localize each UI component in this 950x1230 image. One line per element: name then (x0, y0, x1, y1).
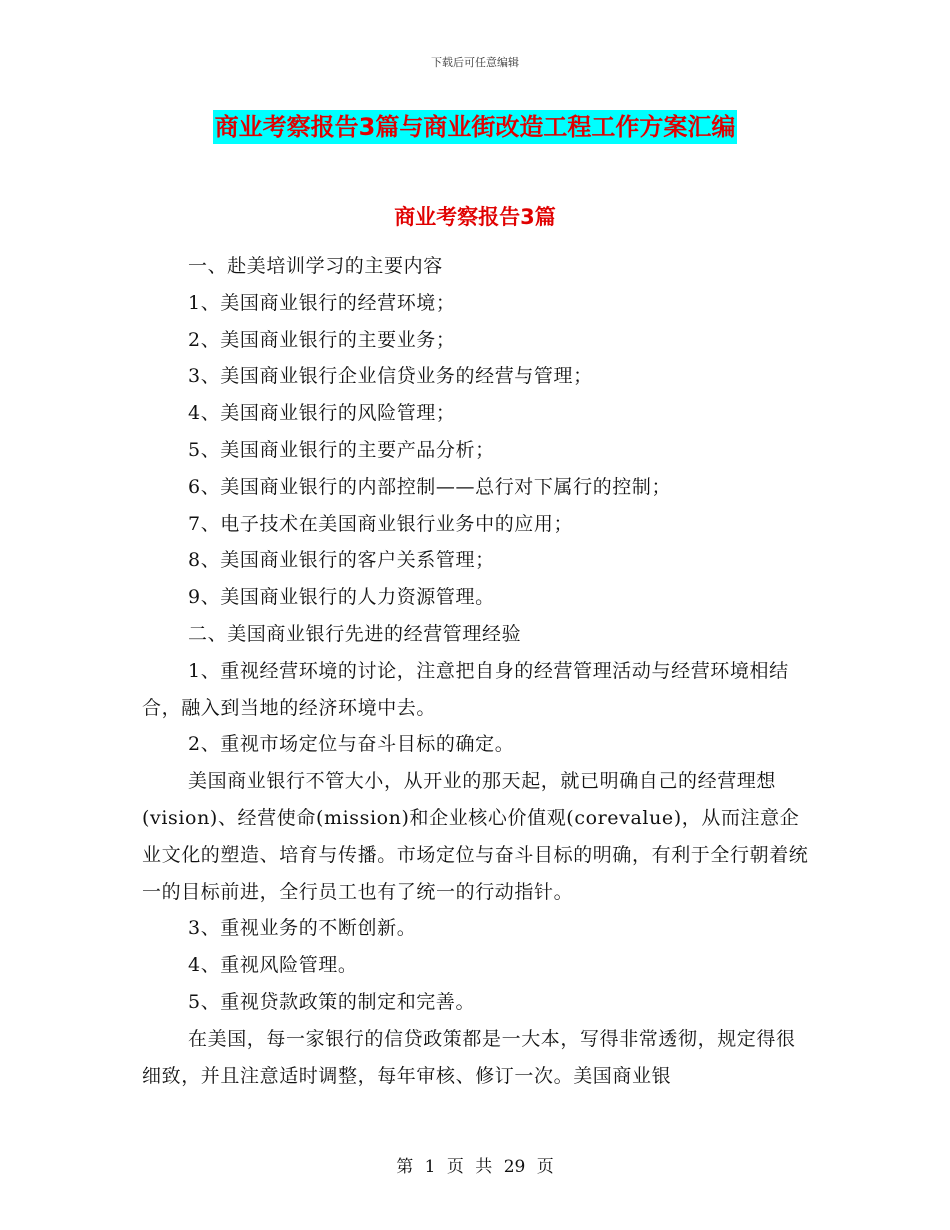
paragraph: 3、美国商业银行企业信贷业务的经营与管理； (188, 365, 593, 388)
main-title-wrap (0, 110, 950, 144)
paragraph: 3、重视业务的不断创新。 (188, 917, 417, 940)
paragraph: 一、赴美培训学习的主要内容 (188, 255, 443, 277)
paragraph: 9、美国商业银行的人力资源管理。 (188, 586, 495, 609)
paragraph: 4、重视风险管理。 (188, 954, 358, 977)
paragraph: 2、美国商业银行的主要业务； (188, 328, 456, 351)
main-title: 商业考察报告3篇与商业街改造工程工作方案汇编 (213, 110, 738, 144)
paragraph: 2、重视市场定位与奋斗目标的确定。 (188, 733, 515, 756)
paragraph: 二、美国商业银行先进的经营管理经验 (188, 622, 522, 645)
paragraph: 6、美国商业银行的内部控制——总行对下属行的控制； (188, 475, 672, 498)
paragraph: 5、重视贷款政策的制定和完善。 (188, 990, 476, 1013)
paragraph: 美国商业银行不管大小，从开业的那天起，就已明确自己的经营理想(vision)、经营使命(mission)和企业核心价值观(corevalue)，从而注意企业文化的塑造、培育与传播。市场定位与奋斗目标的明确，有利于全行朝着统一的目标前进，全行员工也有了统一的行动指针。 (142, 770, 809, 903)
header-note: 下载后可任意编辑 (431, 56, 519, 69)
paragraph: 7、电子技术在美国商业银行业务中的应用； (188, 512, 574, 535)
paragraph: 4、美国商业银行的风险管理； (188, 402, 456, 425)
paragraph: 8、美国商业银行的客户关系管理； (188, 549, 495, 572)
paragraph: 1、重视经营环境的讨论，注意把自身的经营管理活动与经营环境相结合，融入到当地的经济环境中去。 (142, 659, 789, 719)
section-title: 商业考察报告3篇 (394, 205, 556, 229)
document-body (142, 248, 810, 1094)
page-footer: 第 1 页 共 29 页 (396, 1157, 554, 1177)
paragraph: 1、美国商业银行的经营环境； (188, 291, 456, 314)
paragraph: 在美国，每一家银行的信贷政策都是一大本，写得非常透彻，规定得很细致，并且注意适时调整，每年审核、修订一次。美国商业银 (142, 1027, 796, 1087)
paragraph: 5、美国商业银行的主要产品分析； (188, 438, 495, 461)
